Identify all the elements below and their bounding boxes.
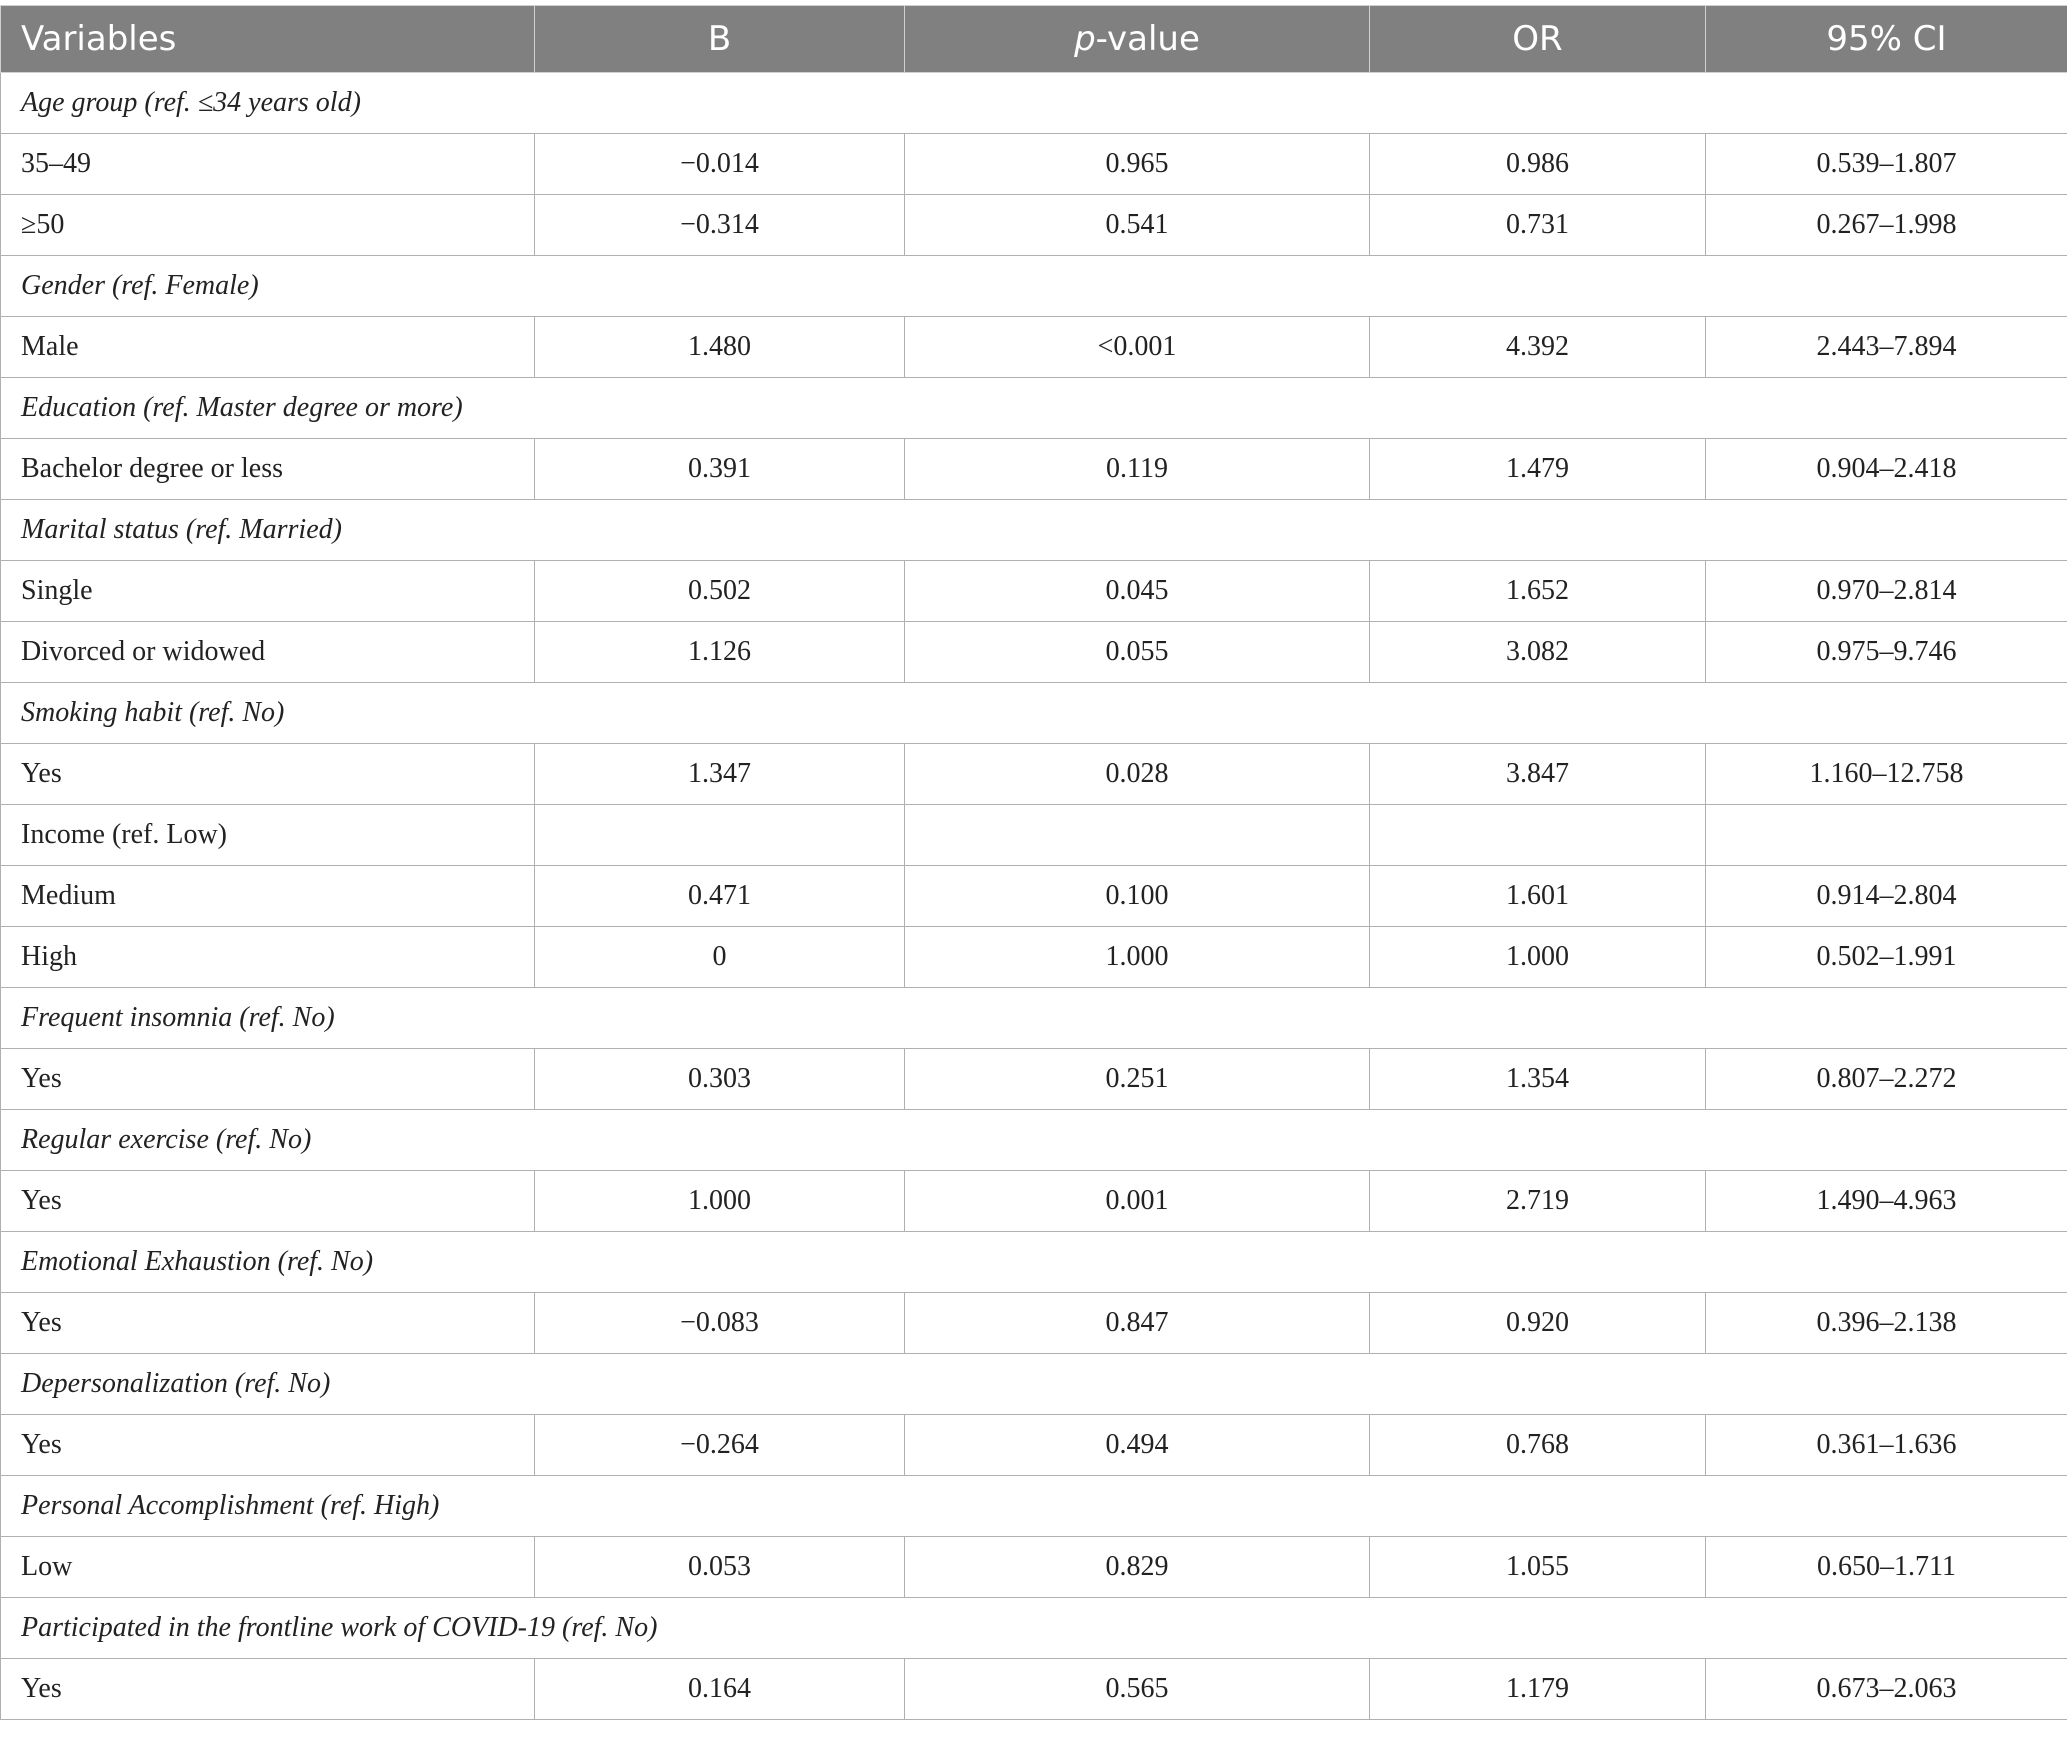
cell-ci: 1.160–12.758	[1706, 744, 2067, 805]
group-header-row	[1, 988, 2067, 1049]
cell-p-value: <0.001	[905, 317, 1370, 378]
group-label: Depersonalization (ref. No)	[1, 1354, 2067, 1415]
table-row	[1, 622, 2067, 683]
cell-variable: Male	[1, 317, 535, 378]
cell-variable: High	[1, 927, 535, 988]
cell-b: −0.314	[535, 195, 905, 256]
group-label: Personal Accomplishment (ref. High)	[1, 1476, 2067, 1537]
table-row	[1, 561, 2067, 622]
cell-p-value: 0.119	[905, 439, 1370, 500]
table-body	[1, 73, 2067, 1720]
cell-variable: Yes	[1, 1049, 535, 1110]
cell-p-value: 0.541	[905, 195, 1370, 256]
cell-or: 1.055	[1370, 1537, 1706, 1598]
cell-or: 0.731	[1370, 195, 1706, 256]
table-row	[1, 1537, 2067, 1598]
cell-b: 1.480	[535, 317, 905, 378]
group-label: Regular exercise (ref. No)	[1, 1110, 2067, 1171]
cell-p-value: 0.028	[905, 744, 1370, 805]
table-row	[1, 744, 2067, 805]
group-header-row	[1, 256, 2067, 317]
cell-or: 1.000	[1370, 927, 1706, 988]
table-header	[1, 6, 2067, 73]
cell-p-value: 0.494	[905, 1415, 1370, 1476]
cell-ci: 0.904–2.418	[1706, 439, 2067, 500]
cell-ci: 0.807–2.272	[1706, 1049, 2067, 1110]
table-row	[1, 927, 2067, 988]
cell-ci: 0.361–1.636	[1706, 1415, 2067, 1476]
cell-b: 0.053	[535, 1537, 905, 1598]
cell-p-value: 0.847	[905, 1293, 1370, 1354]
header-variables: Variables	[1, 6, 535, 73]
cell-p-value: 0.001	[905, 1171, 1370, 1232]
group-header-row	[1, 1110, 2067, 1171]
table-row	[1, 1415, 2067, 1476]
group-label: Frequent insomnia (ref. No)	[1, 988, 2067, 1049]
cell-p-value: 0.100	[905, 866, 1370, 927]
cell-variable: Yes	[1, 744, 535, 805]
cell-variable: 35–49	[1, 134, 535, 195]
cell-ci: 0.673–2.063	[1706, 1659, 2067, 1720]
cell-b: 0	[535, 927, 905, 988]
cell-b: 1.000	[535, 1171, 905, 1232]
cell-b: 0.502	[535, 561, 905, 622]
cell-ci: 0.502–1.991	[1706, 927, 2067, 988]
header-b: B	[535, 6, 905, 73]
table-row	[1, 1659, 2067, 1720]
cell-b: −0.014	[535, 134, 905, 195]
empty-cell	[535, 805, 905, 866]
cell-or: 2.719	[1370, 1171, 1706, 1232]
cell-p-value: 1.000	[905, 927, 1370, 988]
cell-variable: Medium	[1, 866, 535, 927]
cell-variable: Yes	[1, 1171, 535, 1232]
cell-or: 0.920	[1370, 1293, 1706, 1354]
cell-or: 1.601	[1370, 866, 1706, 927]
regression-table-container	[0, 5, 2067, 1720]
group-header-row	[1, 683, 2067, 744]
cell-or: 1.652	[1370, 561, 1706, 622]
regression-table	[0, 5, 2067, 1720]
header-or: OR	[1370, 6, 1706, 73]
cell-variable: Yes	[1, 1415, 535, 1476]
group-label: Marital status (ref. Married)	[1, 500, 2067, 561]
cell-ci: 0.396–2.138	[1706, 1293, 2067, 1354]
cell-variable: Single	[1, 561, 535, 622]
cell-ci: 0.914–2.804	[1706, 866, 2067, 927]
table-row	[1, 866, 2067, 927]
cell-p-value: 0.055	[905, 622, 1370, 683]
header-p-rest: -value	[1095, 19, 1200, 59]
cell-ci: 2.443–7.894	[1706, 317, 2067, 378]
table-row	[1, 317, 2067, 378]
cell-or: 1.179	[1370, 1659, 1706, 1720]
cell-b: 0.471	[535, 866, 905, 927]
group-label: Age group (ref. ≤34 years old)	[1, 73, 2067, 134]
header-p-value	[905, 6, 1370, 73]
cell-p-value: 0.045	[905, 561, 1370, 622]
group-label: Smoking habit (ref. No)	[1, 683, 2067, 744]
cell-ci: 0.975–9.746	[1706, 622, 2067, 683]
cell-variable: Divorced or widowed	[1, 622, 535, 683]
table-row	[1, 1049, 2067, 1110]
cell-ci: 0.650–1.711	[1706, 1537, 2067, 1598]
cell-b: 1.347	[535, 744, 905, 805]
cell-or: 3.847	[1370, 744, 1706, 805]
cell-b: −0.264	[535, 1415, 905, 1476]
cell-b: 1.126	[535, 622, 905, 683]
cell-variable: Yes	[1, 1659, 535, 1720]
table-row	[1, 1293, 2067, 1354]
group-header-row	[1, 1354, 2067, 1415]
header-row	[1, 6, 2067, 73]
empty-cell	[1370, 805, 1706, 866]
cell-b: 0.391	[535, 439, 905, 500]
group-label: Participated in the frontline work of COVID-19 (ref. No)	[1, 1598, 2067, 1659]
empty-cell	[1706, 805, 2067, 866]
group-label: Gender (ref. Female)	[1, 256, 2067, 317]
cell-or: 3.082	[1370, 622, 1706, 683]
cell-variable: Bachelor degree or less	[1, 439, 535, 500]
table-row	[1, 195, 2067, 256]
cell-p-value: 0.251	[905, 1049, 1370, 1110]
group-header-row	[1, 378, 2067, 439]
group-header-row	[1, 1476, 2067, 1537]
header-ci: 95% CI	[1706, 6, 2067, 73]
cell-p-value: 0.565	[905, 1659, 1370, 1720]
group-header-row	[1, 500, 2067, 561]
cell-or: 1.479	[1370, 439, 1706, 500]
cell-or: 1.354	[1370, 1049, 1706, 1110]
cell-or: 0.986	[1370, 134, 1706, 195]
table-row	[1, 1171, 2067, 1232]
group-header-row	[1, 1598, 2067, 1659]
cell-variable: Low	[1, 1537, 535, 1598]
group-label: Income (ref. Low)	[1, 805, 535, 866]
group-label: Education (ref. Master degree or more)	[1, 378, 2067, 439]
cell-b: 0.303	[535, 1049, 905, 1110]
group-header-row	[1, 1232, 2067, 1293]
cell-ci: 0.267–1.998	[1706, 195, 2067, 256]
table-row	[1, 134, 2067, 195]
cell-variable: Yes	[1, 1293, 535, 1354]
cell-b: 0.164	[535, 1659, 905, 1720]
group-label: Emotional Exhaustion (ref. No)	[1, 1232, 2067, 1293]
cell-ci: 1.490–4.963	[1706, 1171, 2067, 1232]
cell-variable: ≥50	[1, 195, 535, 256]
cell-p-value: 0.965	[905, 134, 1370, 195]
cell-p-value: 0.829	[905, 1537, 1370, 1598]
table-row	[1, 439, 2067, 500]
empty-cell	[905, 805, 1370, 866]
group-header-row	[1, 73, 2067, 134]
group-header-row	[1, 805, 2067, 866]
cell-b: −0.083	[535, 1293, 905, 1354]
cell-or: 4.392	[1370, 317, 1706, 378]
cell-ci: 0.970–2.814	[1706, 561, 2067, 622]
cell-or: 0.768	[1370, 1415, 1706, 1476]
header-p-italic: p	[1074, 19, 1096, 59]
cell-ci: 0.539–1.807	[1706, 134, 2067, 195]
